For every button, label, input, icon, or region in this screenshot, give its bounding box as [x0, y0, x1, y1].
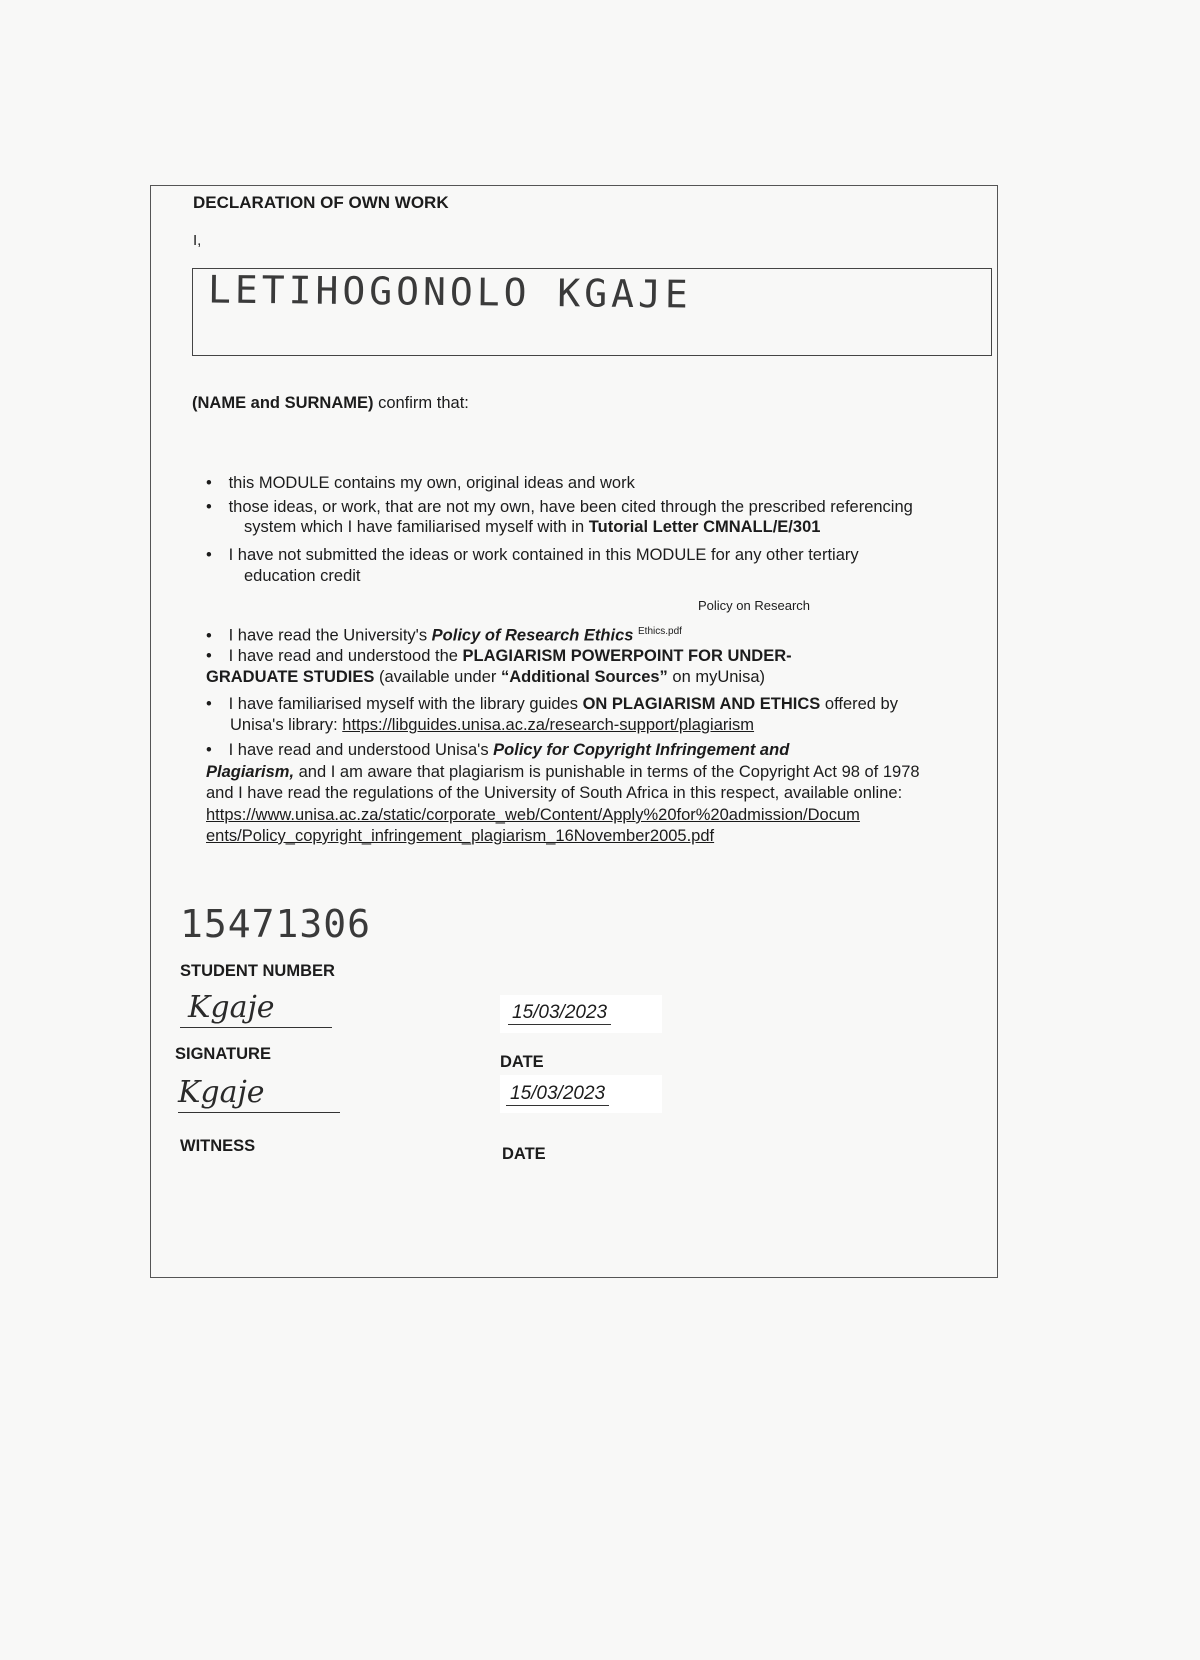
bullet-text: and I am aware that plagiarism is punishable in terms of the Copyright Act 98 of 1978	[294, 763, 920, 781]
list-item	[206, 497, 986, 517]
signature-label: SIGNATURE	[175, 1045, 271, 1063]
date-label-2: DATE	[502, 1145, 546, 1163]
confirm-text: confirm that:	[373, 394, 469, 412]
witness-signature-image: Kgaje	[178, 1075, 265, 1110]
policy-research-ethics: Policy of Research Ethics	[431, 626, 634, 645]
date-value-1: 15/03/2023	[508, 1002, 611, 1025]
bullet-text: education credit	[244, 567, 361, 585]
tutorial-letter-ref: Tutorial Letter CMNALL/E/301	[588, 518, 821, 536]
bullet-text: I have read and understood the	[228, 647, 463, 665]
graduate-studies: GRADUATE STUDIES	[206, 668, 375, 686]
i-label: I,	[193, 232, 202, 249]
bullet-text: on myUnisa)	[667, 668, 766, 686]
list-item	[206, 473, 635, 493]
date-value-2: 15/03/2023	[506, 1083, 609, 1106]
policy-pdf-link-continued[interactable]: ents/Policy_copyright_infringement_plagiarism_16November2005.pdf	[206, 827, 715, 845]
list-item-continuation	[244, 517, 820, 537]
plagiarism-ethics-guides: ON PLAGIARISM AND ETHICS	[582, 695, 821, 713]
additional-sources: “Additional Sources”	[500, 668, 668, 686]
handwritten-student-number: 15471306	[180, 902, 372, 946]
list-item-continuation	[206, 667, 765, 687]
witness-label: WITNESS	[180, 1137, 256, 1155]
libguides-link[interactable]: https://libguides.unisa.ac.za/research-support/plagiarism	[342, 716, 755, 734]
policy-note: Policy on Research	[698, 598, 810, 613]
bullet-text: I have familiarised myself with the library guides	[228, 695, 583, 713]
list-item	[206, 694, 898, 714]
signature-image: Kgaje	[188, 990, 275, 1025]
copyright-policy: Policy for Copyright Infringement and	[493, 741, 790, 759]
handwritten-name: LETIHOGONOLO KGAJE	[207, 267, 693, 317]
list-item	[206, 740, 789, 760]
bullet-text: those ideas, or work, that are not my own, have been cited through the prescribed referencing	[228, 498, 913, 516]
list-item	[206, 622, 682, 646]
ethics-pdf-ref: Ethics.pdf	[638, 626, 682, 637]
bullet-text: I have read the University's	[228, 626, 432, 645]
plagiarism-policy: Plagiarism,	[206, 763, 295, 781]
student-number-label: STUDENT NUMBER	[180, 962, 335, 980]
plagiarism-powerpoint: PLAGIARISM POWERPOINT FOR UNDER-	[462, 647, 792, 665]
bullet-text: (available under	[374, 668, 501, 686]
bullet-text: and I have read the regulations of the University of South Africa in this respect, available online:	[206, 784, 903, 802]
bullet-text: system which I have familiarised myself with in	[244, 518, 589, 536]
confirm-statement	[192, 394, 469, 413]
document-title: DECLARATION OF OWN WORK	[193, 193, 449, 212]
date-label-1: DATE	[500, 1053, 544, 1071]
list-item-continuation	[244, 566, 361, 586]
list-item-continuation	[206, 783, 902, 803]
list-item	[206, 545, 859, 565]
name-surname-label: (NAME and SURNAME)	[192, 394, 374, 412]
list-item-continuation	[230, 715, 754, 735]
list-item-continuation	[206, 762, 920, 782]
list-item	[206, 646, 792, 666]
policy-pdf-link[interactable]: https://www.unisa.ac.za/static/corporate_web/Content/Apply%20for%20admission/Docum	[206, 806, 860, 824]
bullet-text: I have not submitted the ideas or work contained in this MODULE for any other tertiary	[228, 546, 859, 564]
bullet-text: Unisa's library:	[230, 716, 343, 734]
bullet-text: this MODULE contains my own, original ideas and work	[228, 474, 635, 492]
bullet-text: I have read and understood Unisa's	[228, 741, 494, 759]
bullet-text: offered by	[820, 695, 898, 713]
